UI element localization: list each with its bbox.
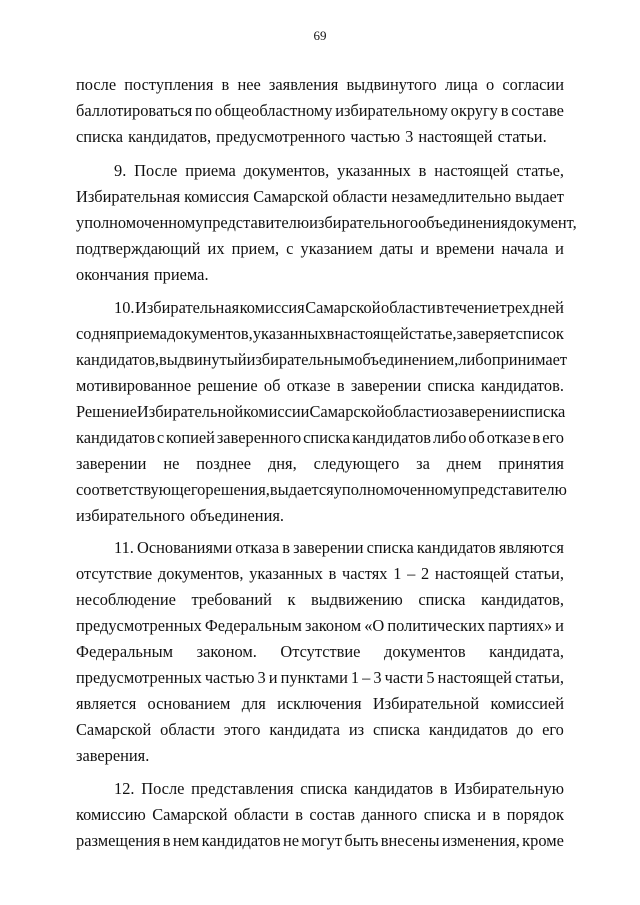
text-line: кандидатов, выдвинутый избирательным объединением, либо принимает <box>76 350 568 369</box>
text-line: 12. После представления списка кандидатов в Избирательную <box>114 779 564 798</box>
text-line: предусмотренных Федеральным законом «О политических партиях» и <box>76 616 564 635</box>
text-line: баллотироваться по общеобластному избирательному округу в составе <box>76 101 564 120</box>
text-line: 9. После приема документов, указанных в настоящей статье, <box>114 161 564 180</box>
text-line: со дня приема документов, указанных в настоящей статье, заверяет список <box>76 324 564 343</box>
text-line: размещения в нем кандидатов не могут быть внесены изменения, кроме <box>76 831 564 850</box>
text-line: 10. Избирательная комиссия Самарской области в течение трех дней <box>114 298 564 317</box>
text-line: заверения. <box>76 746 150 765</box>
text-line: Самарской области этого кандидата из списка кандидатов до его <box>76 720 564 739</box>
text-line: мотивированное решение об отказе в заверении списка кандидатов. <box>76 376 564 395</box>
text-line: предусмотренных частью 3 и пунктами 1 – 3 части 5 настоящей статьи, <box>76 668 564 687</box>
text-line: Избирательная комиссия Самарской области незамедлительно выдает <box>76 187 564 206</box>
text-line: соответствующего решения, выдается уполномоченному представителю <box>76 480 567 499</box>
text-line: кандидатов с копией заверенного списка кандидатов либо об отказе в его <box>76 428 564 447</box>
text-line: окончания приема. <box>76 265 209 284</box>
text-line: подтверждающий их прием, с указанием даты и времени начала и <box>76 239 564 258</box>
text-line: списка кандидатов, предусмотренного частью 3 настоящей статьи. <box>76 127 547 146</box>
text-line: избирательного объединения. <box>76 506 284 525</box>
text-line: 11. Основаниями отказа в заверении списка кандидатов являются <box>114 538 564 557</box>
text-line: отсутствие документов, указанных в частях 1 – 2 настоящей статьи, <box>76 564 564 583</box>
page-number: 69 <box>313 28 327 43</box>
text-line: Решение Избирательной комиссии Самарской области о заверении списка <box>76 402 566 421</box>
text-line: комиссию Самарской области в состав данного списка и в порядок <box>76 805 564 824</box>
text-line: после поступления в нее заявления выдвинутого лица о согласии <box>76 75 564 94</box>
text-line: уполномоченному представителю избирательного объединения документ, <box>76 213 577 232</box>
text-line: Федеральным законом. Отсутствие документов кандидата, <box>76 642 564 661</box>
text-line: заверении не позднее дня, следующего за днем принятия <box>76 454 564 473</box>
text-line: несоблюдение требований к выдвижению списка кандидатов, <box>76 590 564 609</box>
text-line: является основанием для исключения Избирательной комиссией <box>76 694 564 713</box>
